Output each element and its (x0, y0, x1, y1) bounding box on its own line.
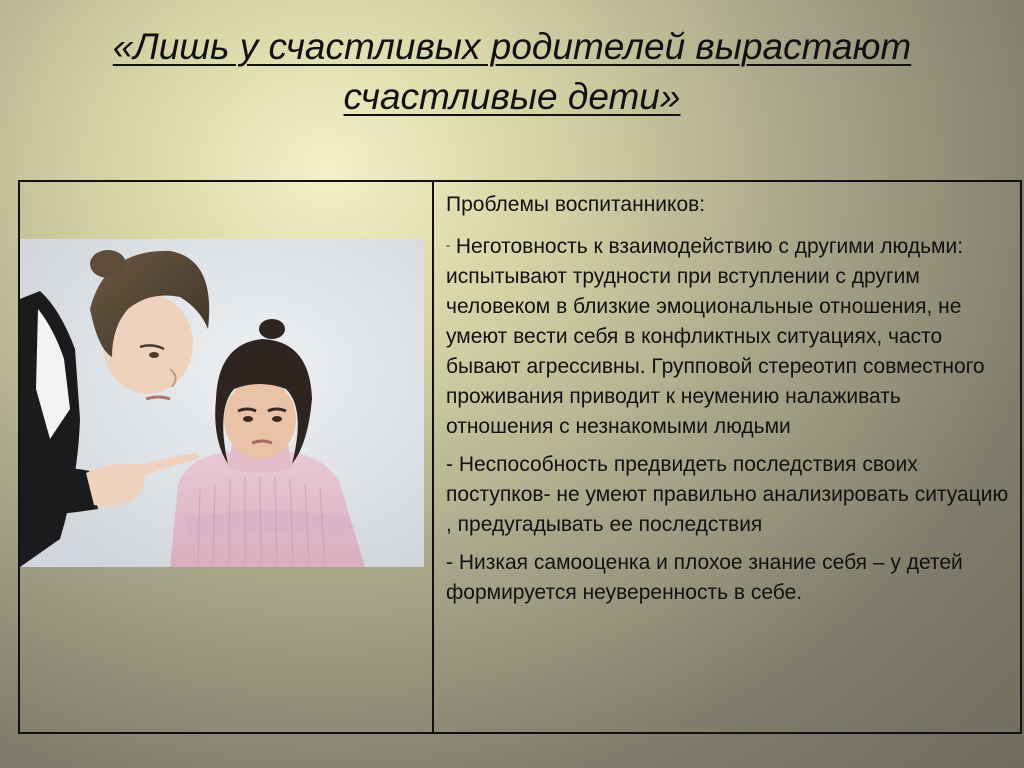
image-cell (20, 182, 434, 732)
photo-woman-scolding-girl (20, 239, 424, 567)
problem-item-2: - Неспособность предвидеть последствия своих поступков- не умеют правильно анализировать ситуацию , предугадывать ее последствия (446, 453, 1009, 536)
problem-item-3: - Низкая самооценка и плохое знание себя – у детей формируется неуверенность в себе. (446, 551, 963, 604)
slide-title-line1: «Лишь у счастливых родителей вырастают (112, 26, 912, 67)
problem-item-1 (446, 230, 1010, 442)
problems-heading: Проблемы воспитанников: (446, 193, 706, 216)
problem-item-1-dash: - (446, 238, 450, 252)
slide-title (0, 22, 1024, 122)
text-cell (434, 182, 1020, 732)
slide-title-line2: счастливые дети» (343, 76, 681, 117)
content-table (18, 180, 1022, 734)
problem-item-1-text: Неготовность к взаимодействию с другими людьми: испытывают трудности при вступлении с другим человеком в близкие эмоциональные отношения, не умеют вести себя в конфликтных ситуациях, часто бывают агрессивны. Групповой стереотип совместного проживания приводит к неумению налаживать отношения с незнакомыми людьми (446, 235, 985, 438)
